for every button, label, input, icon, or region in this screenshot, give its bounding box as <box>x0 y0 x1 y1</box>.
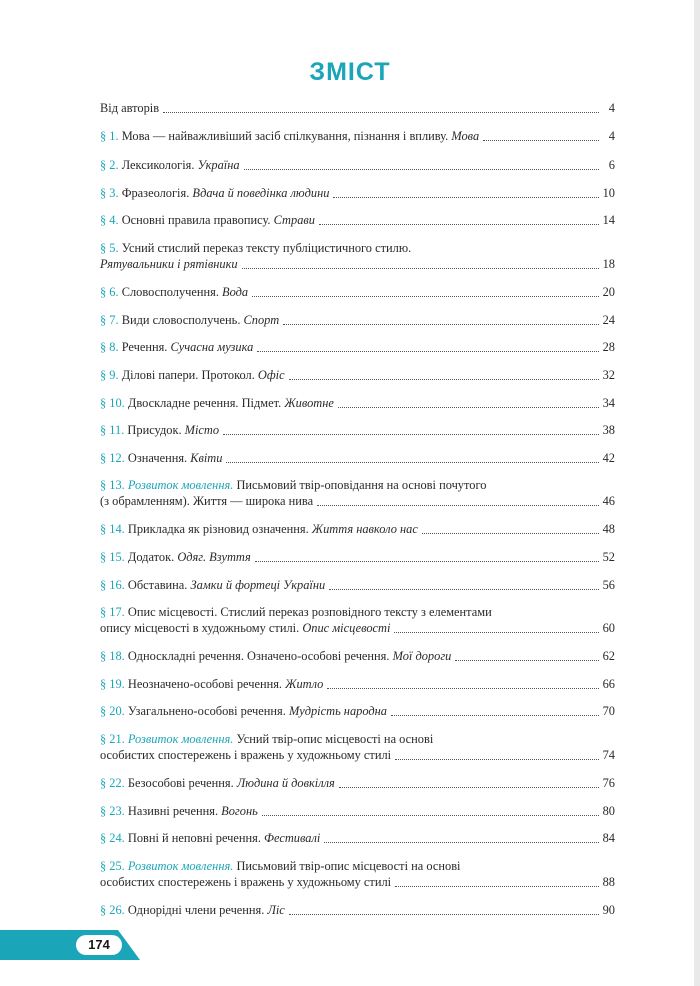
entry-page: 56 <box>602 578 615 592</box>
entry-topic: Життя навколо нас <box>311 522 418 536</box>
entry-title: Узагальнено-особові речення. <box>124 704 289 718</box>
entry-title: Повні й неповні речення. <box>124 831 265 845</box>
entry-topic: Ліс <box>267 903 285 917</box>
leader-dots <box>394 632 598 633</box>
entry-page: 84 <box>602 831 615 845</box>
toc-entry[interactable] <box>100 903 615 918</box>
section-number: § 21. <box>100 732 125 746</box>
entry-title: Усний стислий переказ тексту публіцистичного стилю. <box>118 241 412 255</box>
entry-page: 4 <box>608 129 615 143</box>
entry-page: 38 <box>602 423 615 437</box>
leader-dots <box>242 268 599 269</box>
toc-entry[interactable] <box>100 101 615 116</box>
entry-title: Від авторів <box>100 101 160 115</box>
entry-topic: Житло <box>285 677 324 691</box>
entry-title-continued: опису місцевості в художньому стилі. <box>100 621 303 635</box>
entry-topic: Рятувальники і рятівники <box>100 257 238 271</box>
leader-dots <box>262 815 599 816</box>
toc-entry[interactable] <box>100 368 615 383</box>
leader-dots <box>391 715 599 716</box>
section-number: § 1. <box>100 129 119 143</box>
section-number: § 8. <box>100 340 119 354</box>
leader-dots <box>255 561 599 562</box>
section-number: § 26. <box>100 903 125 917</box>
entry-topic: Вода <box>222 285 249 299</box>
entry-title: Прикладка як різновид означення. <box>124 522 312 536</box>
toc-entry[interactable] <box>100 704 615 719</box>
toc-entry[interactable] <box>100 478 615 509</box>
toc-entry[interactable] <box>100 776 615 791</box>
section-number: § 3. <box>100 186 119 200</box>
leader-dots <box>244 169 599 170</box>
entry-title: Письмовий твір-оповідання на основі почутого <box>233 478 487 492</box>
toc-entry[interactable] <box>100 423 615 438</box>
entry-topic: Людина й довкілля <box>236 776 335 790</box>
entry-topic: Одяг. Взуття <box>177 550 251 564</box>
entry-topic: Замки й фортеці України <box>190 578 326 592</box>
entry-title: Обставина. <box>124 578 191 592</box>
toc-entry[interactable] <box>100 340 615 355</box>
entry-page: 24 <box>602 313 615 327</box>
toc-entry[interactable] <box>100 550 615 565</box>
toc-entry[interactable] <box>100 804 615 819</box>
entry-page: 70 <box>602 704 615 718</box>
entry-topic: Мудрість народна <box>288 704 387 718</box>
section-number: § 11. <box>100 423 125 437</box>
leader-dots <box>339 787 599 788</box>
section-number: § 22. <box>100 776 125 790</box>
leader-dots <box>163 112 599 113</box>
entry-title: Називні речення. <box>124 804 222 818</box>
entry-page: 14 <box>602 213 615 227</box>
section-number: § 7. <box>100 313 119 327</box>
leader-dots <box>455 660 598 661</box>
entry-page: 80 <box>602 804 615 818</box>
entry-page: 10 <box>602 186 615 200</box>
leader-dots <box>395 759 599 760</box>
entry-page: 32 <box>602 368 615 382</box>
section-number: § 25. <box>100 859 125 873</box>
toc-entry[interactable] <box>100 831 615 846</box>
section-number: § 23. <box>100 804 125 818</box>
toc-entry[interactable] <box>100 522 615 537</box>
toc-entry[interactable] <box>100 396 615 411</box>
toc-entry[interactable] <box>100 285 615 300</box>
entry-page: 76 <box>602 776 615 790</box>
entry-page: 46 <box>602 494 615 508</box>
leader-dots <box>327 688 598 689</box>
toc-entry[interactable] <box>100 241 615 272</box>
entry-title: Присудок. <box>124 423 185 437</box>
speech-development-label: Розвиток мовлення. <box>127 478 234 492</box>
leader-dots <box>422 533 599 534</box>
entry-topic: Вдача й поведінка людини <box>192 186 330 200</box>
leader-dots <box>319 224 599 225</box>
entry-page: 90 <box>602 903 615 917</box>
speech-development-label: Розвиток мовлення. <box>127 859 234 873</box>
section-number: § 10. <box>100 396 125 410</box>
leader-dots <box>338 407 599 408</box>
leader-dots <box>395 886 599 887</box>
entry-title: Двоскладне речення. Підмет. <box>124 396 285 410</box>
entry-page: 18 <box>602 257 615 271</box>
leader-dots <box>483 140 599 141</box>
toc-entry[interactable] <box>100 649 615 664</box>
entry-page: 88 <box>602 875 615 889</box>
leader-dots <box>223 434 599 435</box>
leader-dots <box>252 296 598 297</box>
entry-topic: Квіти <box>190 451 223 465</box>
entry-topic: Місто <box>184 423 220 437</box>
section-number: § 6. <box>100 285 119 299</box>
entry-page: 42 <box>602 451 615 465</box>
entry-topic: Животне <box>284 396 334 410</box>
entry-page: 34 <box>602 396 615 410</box>
entry-page: 60 <box>602 621 615 635</box>
toc-entry[interactable] <box>100 451 615 466</box>
entry-title: Письмовий твір-опис місцевості на основі <box>233 859 461 873</box>
page-edge <box>694 0 700 986</box>
entry-title: Основні правила правопису. <box>118 213 274 227</box>
toc-entry[interactable] <box>100 605 615 636</box>
section-number: § 13. <box>100 478 125 492</box>
entry-topic: Сучасна музика <box>170 340 254 354</box>
section-number: § 18. <box>100 649 125 663</box>
entry-title: Неозначено-особові речення. <box>124 677 286 691</box>
entry-title-continued: (з обрамленням). Життя — широка нива <box>100 494 314 508</box>
entry-title: Додаток. <box>124 550 178 564</box>
toc-entry[interactable] <box>100 213 615 228</box>
section-number: § 20. <box>100 704 125 718</box>
entry-page: 66 <box>602 677 615 691</box>
leader-dots <box>333 197 598 198</box>
entry-topic: Опис місцевості <box>302 621 391 635</box>
entry-page: 48 <box>602 522 615 536</box>
leader-dots <box>289 379 599 380</box>
entry-title: Мова — найважливіший засіб спілкування, пізнання і впливу. <box>118 129 452 143</box>
section-number: § 14. <box>100 522 125 536</box>
entry-title: Словосполучення. <box>118 285 223 299</box>
entry-title: Види словосполучень. <box>118 313 244 327</box>
entry-title: Усний твір-опис місцевості на основі <box>233 732 434 746</box>
section-number: § 15. <box>100 550 125 564</box>
entry-title: Ділові папери. Протокол. <box>118 368 258 382</box>
section-number: § 2. <box>100 158 119 172</box>
toc-entry[interactable] <box>100 732 615 763</box>
toc-entry[interactable] <box>100 129 615 144</box>
leader-dots <box>329 589 598 590</box>
entry-topic: Страви <box>273 213 315 227</box>
section-number: § 19. <box>100 677 125 691</box>
entry-page: 62 <box>602 649 615 663</box>
entry-topic: Офіс <box>257 368 285 382</box>
section-number: § 5. <box>100 241 119 255</box>
entry-title: Речення. <box>118 340 171 354</box>
entry-topic: Вогонь <box>221 804 258 818</box>
toc-entry[interactable] <box>100 859 615 890</box>
leader-dots <box>226 462 598 463</box>
entry-title: Безособові речення. <box>124 776 237 790</box>
leader-dots <box>257 351 598 352</box>
page-number: 174 <box>76 935 122 955</box>
toc-entry[interactable] <box>100 186 615 201</box>
entry-page: 4 <box>608 101 615 115</box>
page-title: ЗМІСТ <box>309 58 391 86</box>
entry-page: 52 <box>602 550 615 564</box>
section-number: § 12. <box>100 451 125 465</box>
entry-title-continued: особистих спостережень і вражень у художньому стилі <box>100 748 392 762</box>
leader-dots <box>324 842 598 843</box>
entry-page: 20 <box>602 285 615 299</box>
entry-title: Фразеологія. <box>118 186 193 200</box>
entry-page: 74 <box>602 748 615 762</box>
entry-topic: Мова <box>451 129 480 143</box>
speech-development-label: Розвиток мовлення. <box>127 732 234 746</box>
entry-title: Однорідні члени речення. <box>124 903 268 917</box>
entry-title: Лексикологія. <box>118 158 198 172</box>
toc-entry[interactable] <box>100 313 615 328</box>
entry-topic: Фестивалі <box>264 831 321 845</box>
entry-topic: Спорт <box>243 313 280 327</box>
section-number: § 17. <box>100 605 125 619</box>
leader-dots <box>317 505 599 506</box>
section-number: § 4. <box>100 213 119 227</box>
entry-title-continued: особистих спостережень і вражень у художньому стилі <box>100 875 392 889</box>
entry-title: Опис місцевості. Стислий переказ розповідного тексту з елементами <box>124 605 492 619</box>
leader-dots <box>283 324 598 325</box>
toc-entry[interactable] <box>100 158 615 173</box>
entry-title: Односкладні речення. Означено-особові речення. <box>124 649 393 663</box>
section-number: § 9. <box>100 368 119 382</box>
leader-dots <box>289 914 599 915</box>
entry-page: 6 <box>608 158 615 172</box>
toc-entry[interactable] <box>100 677 615 692</box>
entry-topic: Україна <box>197 158 240 172</box>
entry-topic: Мої дороги <box>392 649 452 663</box>
section-number: § 24. <box>100 831 125 845</box>
entry-page: 28 <box>602 340 615 354</box>
toc-entry[interactable] <box>100 578 615 593</box>
entry-title: Означення. <box>124 451 191 465</box>
section-number: § 16. <box>100 578 125 592</box>
